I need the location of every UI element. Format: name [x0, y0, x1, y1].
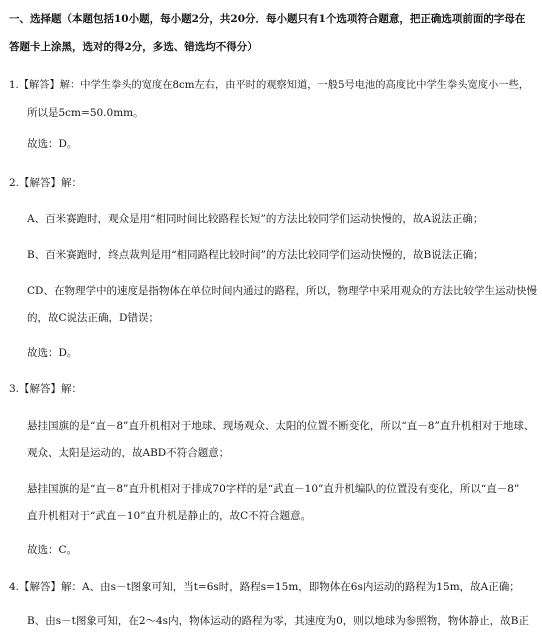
q2-header: 2.【解答】解：	[9, 177, 83, 189]
q3-para2-line1: 悬挂国旗的是“直－8”直升机相对于排成70字样的是“武直－10”直升机编队的位置没有变化，所以“直－8”	[27, 483, 520, 495]
q3-para1-line1: 悬挂国旗的是“直－8”直升机相对于地球、现场观众、太阳的位置不断变化，所以“直－8”直升机相对于地球、	[27, 420, 535, 432]
q2-option-a: A、百米赛跑时，观众是用“相同时间比较路程长短”的方法比较同学们运动快慢的，故A说法正确；	[27, 213, 484, 225]
q4-line2: B、由s－t图象可知，在2～4s内，物体运动的路程为零，其速度为0，则以地球为参照物，物体静止，故B正	[27, 615, 529, 627]
q4-line1: 4.【解答】解：A、由s－t图象可知，当t=6s时，路程s=15m，即物体在6s内运动的路程为15m，故A正确；	[9, 581, 520, 593]
q3-para1-line2: 观众、太阳是运动的，故ABD不符合题意；	[27, 447, 230, 459]
q3-header: 3.【解答】解：	[9, 383, 83, 395]
section-heading-line2: 答题卡上涂黑，选对的得2分，多选、错选均不得分）	[9, 41, 258, 53]
q2-option-b: B、百米赛跑时，终点裁判是用“相同路程比较时间”的方法比较同学们运动快慢的，故B说法正确；	[27, 249, 484, 261]
q3-answer: 故选：C。	[27, 544, 78, 556]
q1-answer: 故选：D。	[27, 138, 78, 150]
section-heading-line1: 一、选择题（本题包括10小题，每小题2分，共20分．每小题只有1个选项符合题意，把正确选项前面的字母在	[9, 13, 526, 25]
q1-line1: 1.【解答】解：中学生拳头的宽度在8cm左右，由平时的观察知道，一般5号电池的高度比中学生拳头宽度小一些，	[9, 79, 530, 91]
q2-option-cd-line2: 的，故C说法正确，D错误；	[27, 312, 159, 324]
q2-option-cd-line1: CD、在物理学中的速度是指物体在单位时间内通过的路程，所以，物理学中采用观众的方法比较学生运动快慢	[27, 285, 537, 297]
q1-line2: 所以是5cm=50.0mm。	[27, 107, 144, 119]
q3-para2-line2: 直升机相对于“武直－10”直升机是静止的，故C不符合题意。	[27, 510, 312, 522]
q2-answer: 故选：D。	[27, 347, 78, 359]
